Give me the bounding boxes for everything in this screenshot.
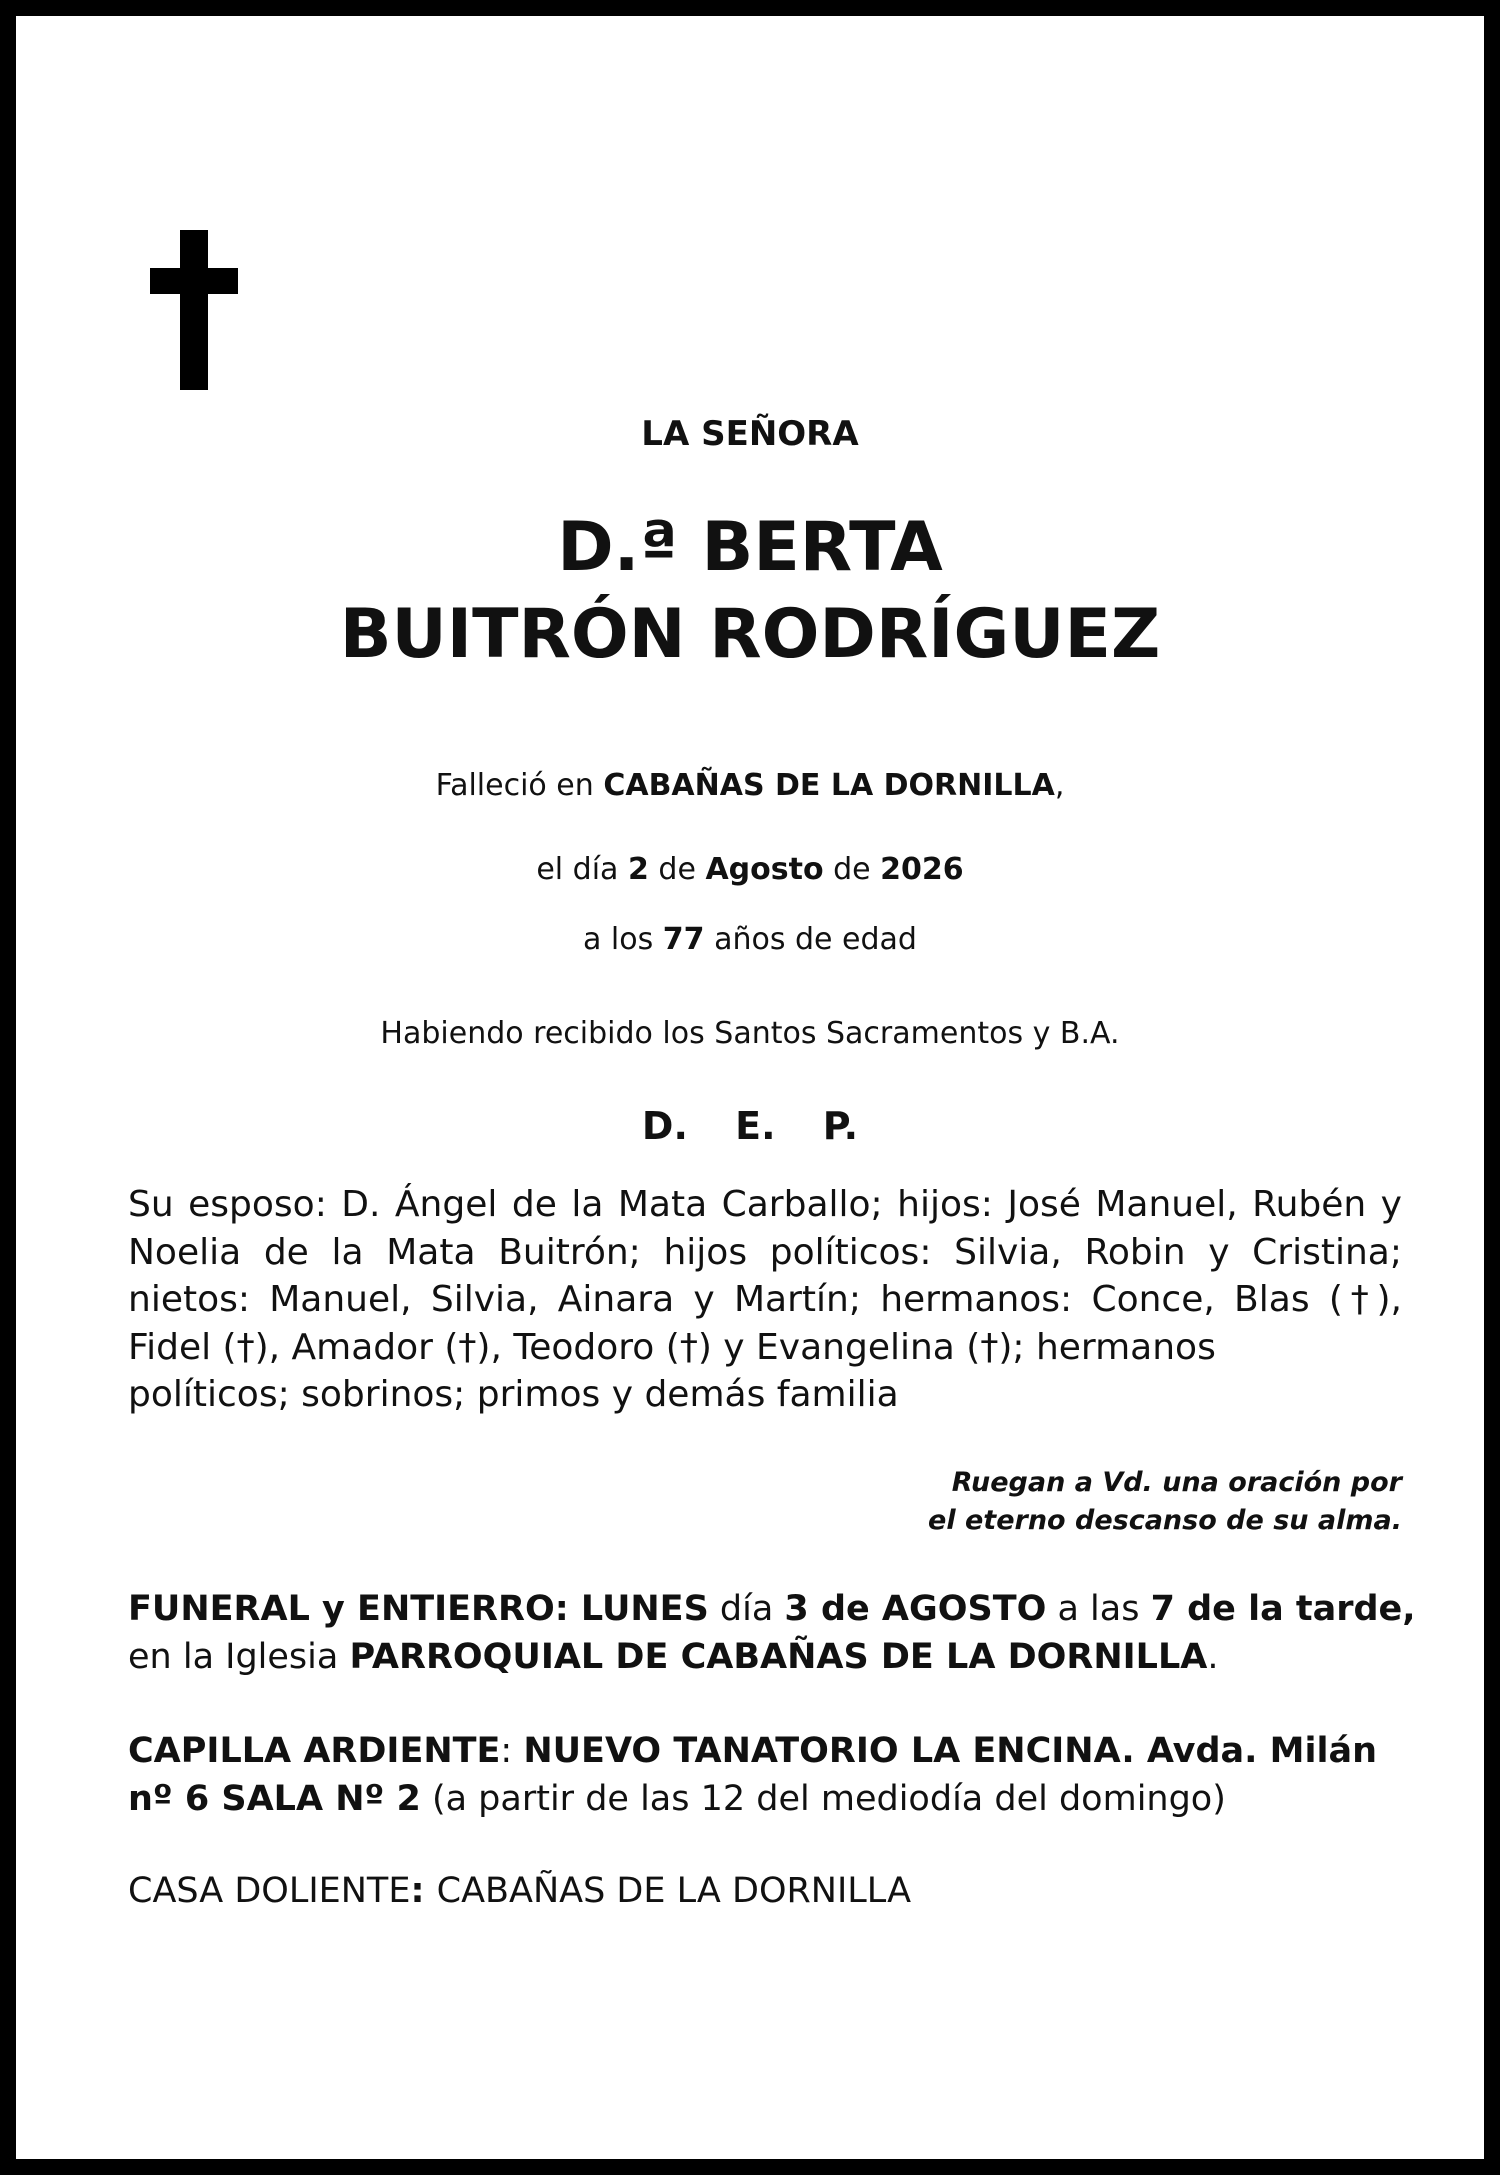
funeral-text-3: en la Iglesia — [128, 1636, 350, 1677]
death-year: 2026 — [880, 852, 964, 887]
home-colon: : — [410, 1871, 437, 1911]
prayer-request — [128, 1464, 1402, 1541]
chapel-info — [128, 1728, 1418, 1823]
chapel-label: CAPILLA ARDIENTE — [128, 1731, 501, 1771]
prayer-line-2: el eterno descanso de su alma. — [928, 1505, 1402, 1537]
funeral-text-1: día — [708, 1589, 785, 1629]
prayer-line-1: Ruegan a Vd. una oración por — [951, 1467, 1402, 1498]
home-label: CASA DOLIENTE — [128, 1871, 411, 1911]
death-day: 2 — [627, 852, 649, 887]
rip-text: D. E. P. — [641, 1104, 859, 1148]
death-date-line — [16, 852, 1484, 887]
funeral-info — [128, 1586, 1418, 1681]
date-sep-2: de — [823, 852, 881, 887]
funeral-time: 7 de la tarde, — [1150, 1589, 1416, 1629]
name-line-1: D.ª BERTA — [557, 508, 943, 587]
family-last-line: políticos; sobrinos; primos y demás familia — [128, 1374, 899, 1416]
sacraments-line: Habiendo recibido los Santos Sacramentos y B.A. — [380, 1016, 1120, 1051]
name-line-2: BUITRÓN RODRÍGUEZ — [339, 595, 1161, 675]
date-prefix: el día — [536, 852, 628, 887]
title-label: LA SEÑORA — [641, 414, 859, 454]
death-place-line — [16, 768, 1484, 803]
age-prefix: a los — [583, 922, 663, 957]
funeral-title: FUNERAL y ENTIERRO: LUNES — [128, 1589, 709, 1629]
death-place: CABAÑAS DE LA DORNILLA — [603, 768, 1055, 803]
funeral-text-4: . — [1207, 1636, 1219, 1677]
family-paragraph — [128, 1181, 1402, 1419]
home-place: CABAÑAS DE LA DORNILLA — [436, 1871, 912, 1911]
death-place-suffix: , — [1054, 768, 1065, 803]
death-month: Agosto — [705, 852, 824, 887]
chapel-note: (a partir de las 12 del mediodía del domingo) — [420, 1778, 1226, 1819]
date-sep-1: de — [648, 852, 706, 887]
cross-icon — [150, 230, 238, 390]
death-place-prefix: Falleció en — [435, 768, 604, 803]
chapel-place: NUEVO TANATORIO LA ENCINA. Avda. Milán nº 6 SALA Nº 2 — [128, 1731, 1377, 1819]
home-info — [128, 1868, 1418, 1916]
age-suffix: años de edad — [704, 922, 917, 957]
age-value: 77 — [662, 922, 705, 957]
chapel-colon: : — [500, 1731, 524, 1771]
deceased-name — [16, 504, 1484, 678]
age-line — [16, 922, 1484, 957]
funeral-text-2: a las — [1046, 1589, 1151, 1629]
family-text: Su esposo: D. Ángel de la Mata Carballo; hijos: José Manuel, Rubén y Noelia de la Mata Buitrón; hijos políticos: Silvia, Robin y Cristina; nietos: Manuel, Silvia, Ainara y Martín; hermanos: Conce, Blas (†), Fidel (†), Amador (†), Teodoro (†) y Evangelina (†); hermanos — [128, 1184, 1402, 1368]
funeral-church: PARROQUIAL DE CABAÑAS DE LA DORNILLA — [349, 1636, 1208, 1677]
funeral-date: 3 de AGOSTO — [784, 1589, 1047, 1629]
